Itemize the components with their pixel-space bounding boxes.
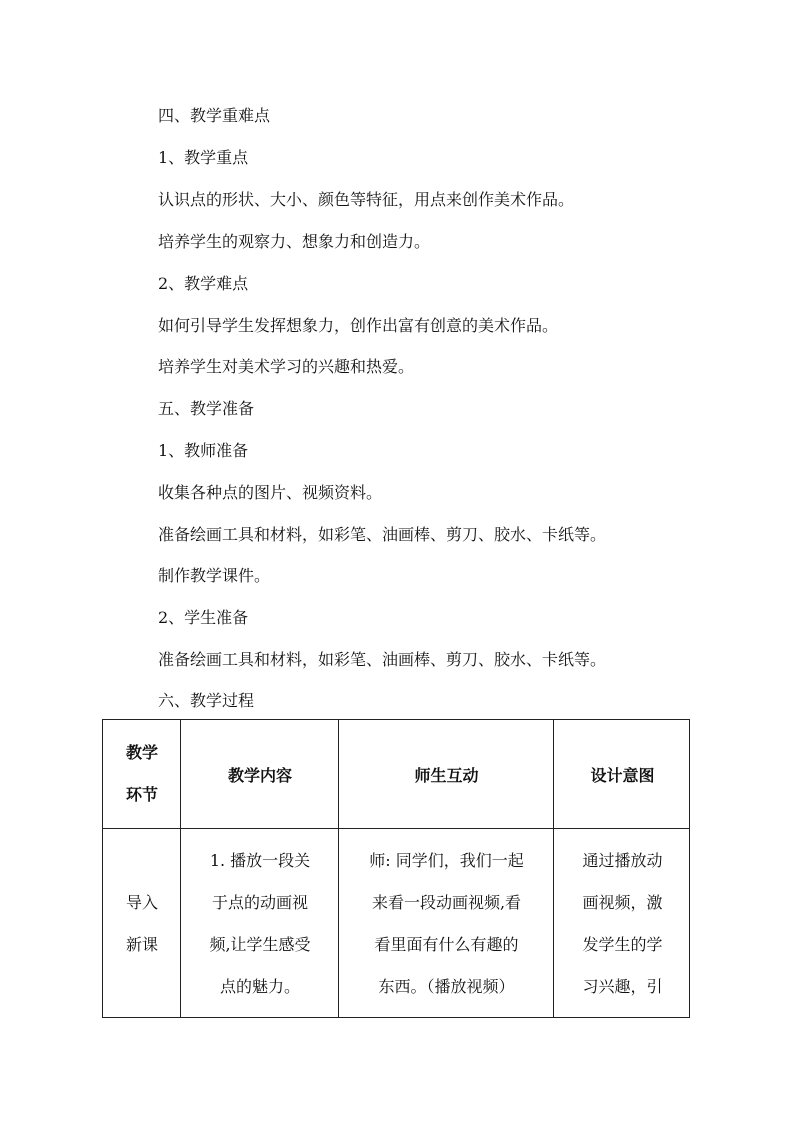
header-stage: 教学 环节	[125, 743, 158, 804]
paragraph: 如何引导学生发挥想象力，创作出富有创意的美术作品。	[158, 316, 559, 335]
teaching-process-table	[102, 719, 690, 1018]
subheading-student-prep: 2、学生准备	[158, 608, 249, 627]
paragraph: 准备绘画工具和材料，如彩笔、油画棒、剪刀、胶水、卡纸等。	[158, 525, 607, 544]
section-heading-5: 五、教学准备	[158, 399, 255, 418]
section-heading-4: 四、教学重难点	[158, 106, 271, 125]
cell-stage: 导入 新课	[125, 893, 158, 954]
cell-interaction: 师: 同学们，我们一起 来看一段动画视频,看 看里面有什么有趣的 东西。（播放视频）	[369, 851, 524, 996]
paragraph: 收集各种点的图片、视频资料。	[158, 483, 383, 502]
paragraph: 培养学生对美术学习的兴趣和热爱。	[158, 357, 415, 376]
section-heading-6: 六、教学过程	[158, 691, 255, 710]
paragraph: 制作教学课件。	[158, 566, 271, 585]
cell-intent: 通过播放动 画视频，激 发学生的学 习兴趣，引	[582, 851, 663, 996]
cell-content: 1. 播放一段关 于点的动画视 频,让学生感受 点的魅力。	[209, 851, 311, 996]
paragraph: 培养学生的观察力、想象力和创造力。	[158, 232, 431, 251]
header-intent: 设计意图	[590, 765, 655, 785]
subheading-teacher-prep: 1、教师准备	[158, 441, 249, 460]
header-content: 教学内容	[227, 765, 292, 785]
subheading-difficulties: 2、教学难点	[158, 274, 249, 293]
paragraph: 认识点的形状、大小、颜色等特征，用点来创作美术作品。	[158, 190, 575, 209]
header-interaction: 师生互动	[414, 765, 479, 785]
subheading-key-points: 1、教学重点	[158, 148, 249, 167]
paragraph: 准备绘画工具和材料，如彩笔、油画棒、剪刀、胶水、卡纸等。	[158, 650, 607, 669]
